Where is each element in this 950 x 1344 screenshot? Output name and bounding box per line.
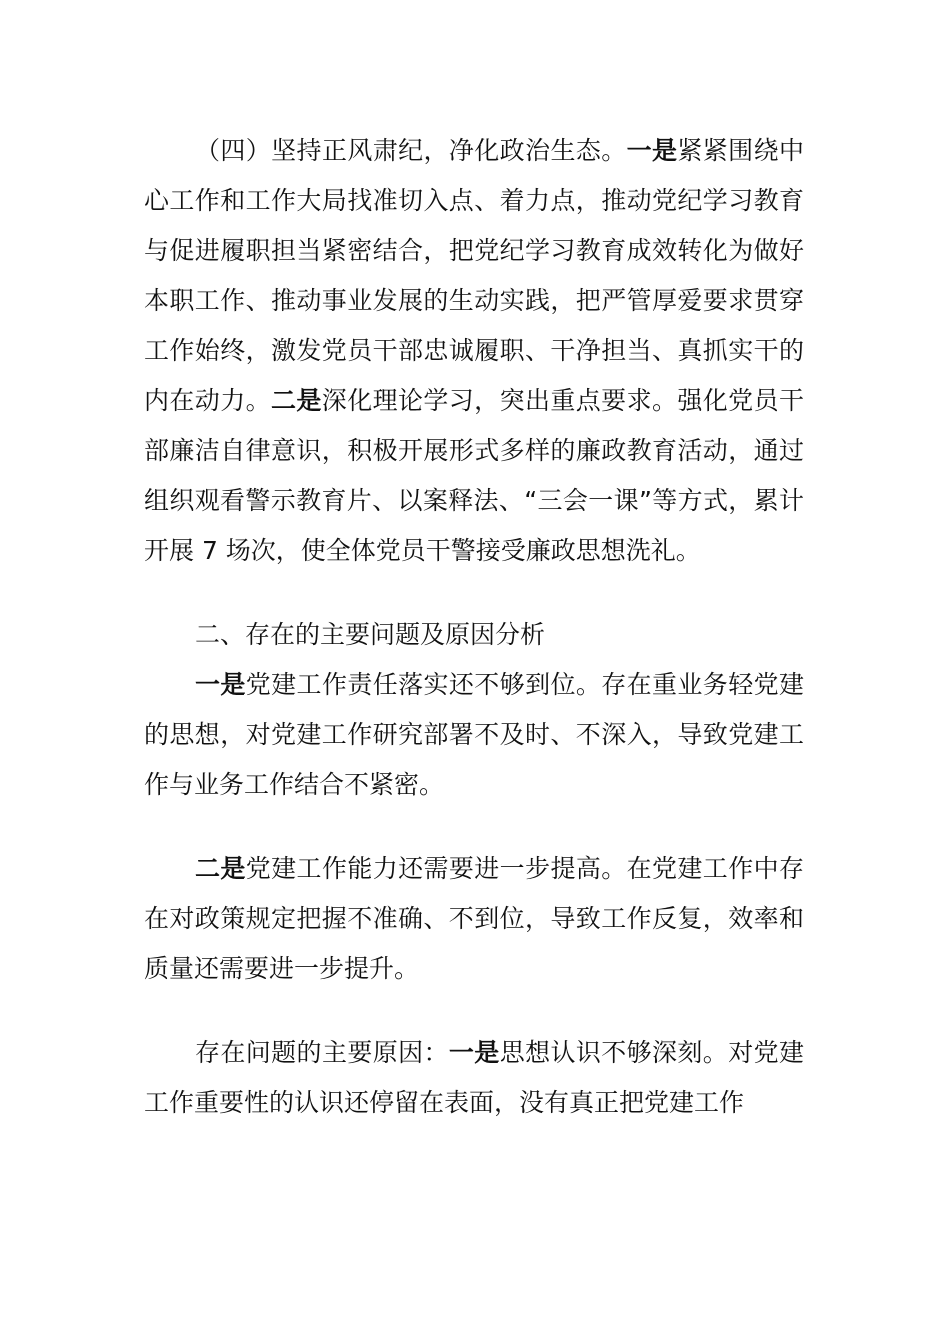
paragraph-problem-one — [144, 660, 804, 810]
paragraph-lead: （四）坚持正风肃纪，净化政治生态。 — [195, 136, 627, 165]
paragraph-discipline — [144, 126, 804, 576]
section-heading: 二、存在的主要问题及原因分析 — [195, 620, 546, 649]
keyword-second: 二是 — [271, 386, 322, 415]
paragraph-text-second: 深化理论学习，突出重点要求。强化党员干部廉洁自律意识，积极开展形式多样的廉政教育活动，通过组织观看警示教育片、以案释法、“三会一课”等方式，累计开展 7 场次，使全体党员干警接受廉政思想洗礼。 — [144, 386, 804, 565]
keyword-first: 一是 — [448, 1038, 500, 1067]
paragraph-causes — [144, 1028, 804, 1128]
paragraph-text: 党建工作能力还需要进一步提高。在党建工作中存在对政策规定把握不准确、不到位，导致工作反复，效率和质量还需要进一步提升。 — [144, 854, 804, 983]
keyword-first: 一是 — [195, 670, 246, 699]
keyword-second: 二是 — [195, 854, 246, 883]
paragraph-problem-two — [144, 844, 804, 994]
paragraph-text: 思想认识不够深刻。对党建工作重要性的认识还停留在表面，没有真正把党建工作 — [144, 1038, 804, 1117]
document-body — [144, 126, 804, 1128]
paragraph-text: 党建工作责任落实还不够到位。存在重业务轻党建的思想，对党建工作研究部署不及时、不深入，导致党建工作与业务工作结合不紧密。 — [144, 670, 804, 799]
paragraph-lead: 存在问题的主要原因： — [195, 1038, 449, 1067]
paragraph-text-first: 紧紧围绕中心工作和工作大局找准切入点、着力点，推动党纪学习教育与促进履职担当紧密结合，把党纪学习教育成效转化为做好本职工作、推动事业发展的生动实践，把严管厚爱要求贯穿工作始终，激发党员干部忠诚履职、干净担当、真抓实干的内在动力。 — [144, 136, 804, 415]
keyword-first: 一是 — [626, 136, 678, 165]
